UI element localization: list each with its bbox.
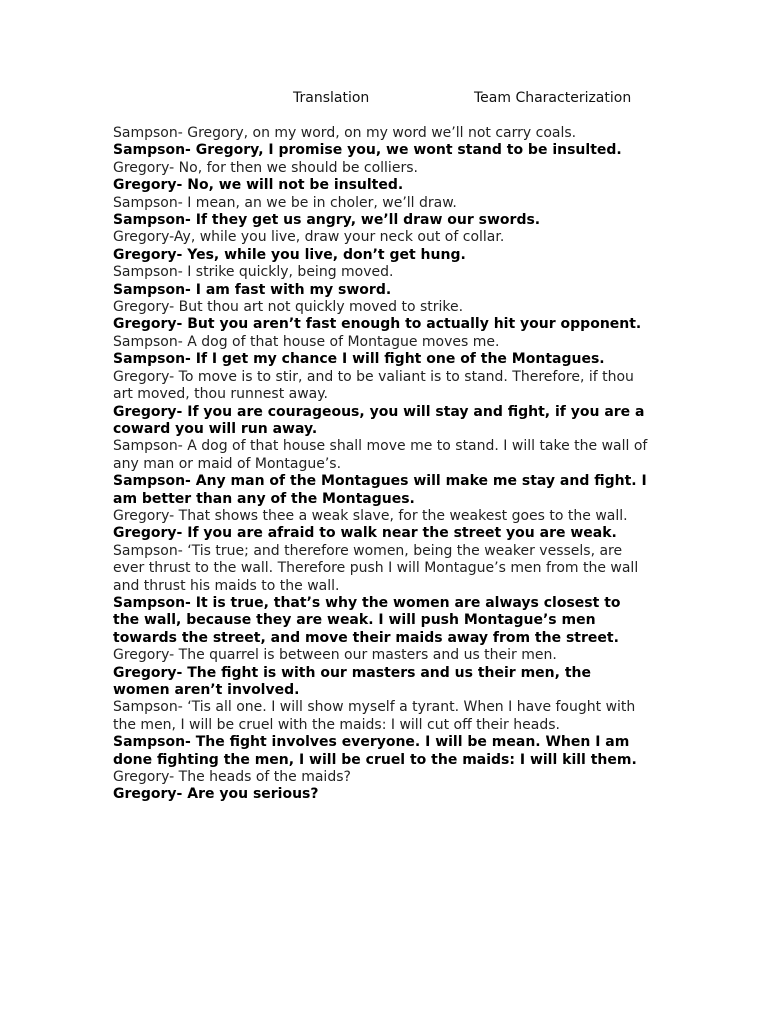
translated-line: Gregory- If you are courageous, you will stay and fight, if you are a coward you will run away. [113,403,645,437]
original-line: Sampson- Gregory, on my word, on my word we’ll not carry coals. [113,125,577,141]
translated-line: Sampson- Any man of the Montagues will make me stay and fight. I am better than any of the Montagues. [113,473,647,507]
dialogue-text [113,125,648,804]
column-headers [0,90,768,110]
translated-line: Sampson- If I get my chance I will fight one of the Montagues. [113,351,605,368]
original-line: Gregory- The heads of the maids? [113,769,351,786]
original-line: Gregory- No, for then we should be colliers. [113,159,418,176]
translated-line: Gregory- But you aren’t fast enough to actually hit your opponent. [113,316,642,333]
original-line: Gregory- But thou art not quickly moved to strike. [113,299,464,316]
translated-line: Gregory- Are you serious? [113,786,319,803]
translated-line: Gregory- The fight is with our masters and us their men, the women aren’t involved. [113,664,591,698]
translated-line: Gregory- If you are afraid to walk near the street you are weak. [113,525,617,542]
header-team-characterization: Team Characterization [474,90,632,106]
original-line: Sampson- I strike quickly, being moved. [113,264,394,281]
original-line: Gregory-Ay, while you live, draw your neck out of collar. [113,229,505,246]
translated-line: Gregory- No, we will not be insulted. [113,177,404,194]
original-line: Gregory- The quarrel is between our masters and us their men. [113,647,557,664]
original-line: Gregory- To move is to stir, and to be valiant is to stand. Therefore, if thou art moved, thou runnest away. [113,368,634,403]
original-line: Sampson- A dog of that house shall move me to stand. I will take the wall of any man or maid of Montague’s. [113,438,648,472]
translated-line: Sampson- Gregory, I promise you, we wont stand to be insulted. [113,142,622,159]
translated-line: Sampson- The fight involves everyone. I will be mean. When I am done fighting the men, I will be cruel to the maids: I will kill them. [113,734,637,768]
original-line: Gregory- That shows thee a weak slave, for the weakest goes to the wall. [113,507,628,524]
original-line: Sampson- ‘Tis all one. I will show myself a tyrant. When I have fought with the men, I will be cruel with the maids: I will cut off their heads. [113,699,636,733]
translated-line: Sampson- I am fast with my sword. [113,281,392,298]
translated-line: Gregory- Yes, while you live, don’t get hung. [113,246,466,263]
original-line: Sampson- A dog of that house of Montague moves me. [113,333,500,350]
translated-line: Sampson- It is true, that’s why the women are always closest to the wall, because they are weak. I will push Montague’s men towards the street, and move their maids away from the street. [113,594,621,646]
translated-line: Sampson- If they get us angry, we’ll draw our swords. [113,212,541,229]
header-translation: Translation [293,90,370,106]
original-line: Sampson- ‘Tis true; and therefore women, being the weaker vessels, are ever thrust to the wall. Therefore push I will Montague’s men from the wall and thrust his maids to the wall. [113,542,639,594]
original-line: Sampson- I mean, an we be in choler, we’ll draw. [113,194,457,211]
